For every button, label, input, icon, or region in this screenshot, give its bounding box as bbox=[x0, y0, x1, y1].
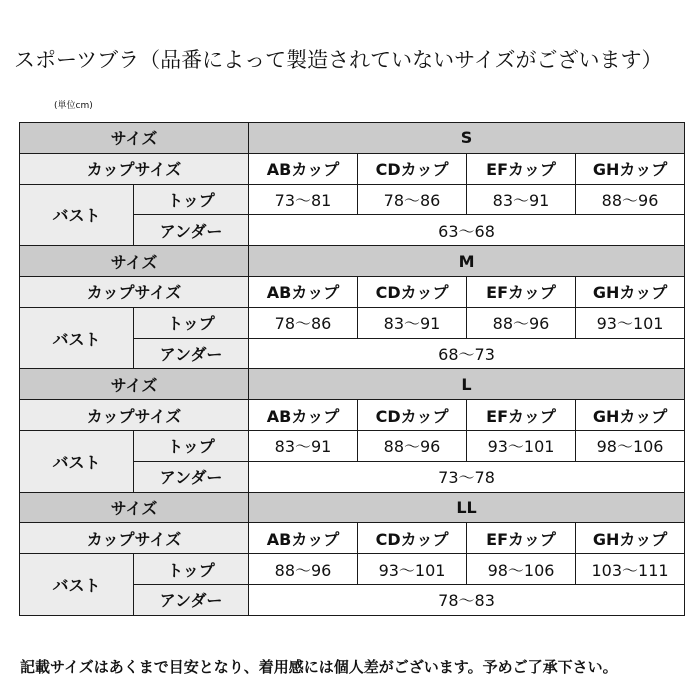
cup-header: EFカップ bbox=[467, 523, 576, 554]
top-value: 83〜91 bbox=[358, 307, 467, 338]
under-label: アンダー bbox=[134, 338, 249, 369]
cup-header: ABカップ bbox=[249, 153, 358, 184]
under-value: 63〜68 bbox=[249, 215, 685, 246]
top-value: 83〜91 bbox=[249, 430, 358, 461]
cup-header: CDカップ bbox=[358, 276, 467, 307]
cup-size-label: カップサイズ bbox=[20, 400, 249, 431]
cup-size-label: カップサイズ bbox=[20, 523, 249, 554]
cup-size-row bbox=[20, 276, 685, 307]
size-row bbox=[20, 123, 685, 154]
cup-header: EFカップ bbox=[467, 400, 576, 431]
size-row bbox=[20, 492, 685, 523]
top-label: トップ bbox=[134, 307, 249, 338]
top-row bbox=[20, 430, 685, 461]
size-chart-table bbox=[19, 122, 685, 616]
size-row bbox=[20, 369, 685, 400]
top-row bbox=[20, 307, 685, 338]
top-value: 78〜86 bbox=[358, 184, 467, 215]
top-value: 93〜101 bbox=[576, 307, 685, 338]
top-value: 88〜96 bbox=[576, 184, 685, 215]
top-value: 78〜86 bbox=[249, 307, 358, 338]
size-note: 記載サイズはあくまで目安となり、着用感には個人差がございます。予めご了承下さい。 bbox=[20, 658, 618, 676]
under-value: 78〜83 bbox=[249, 584, 685, 615]
bust-label: バスト bbox=[20, 430, 134, 492]
size-row bbox=[20, 246, 685, 277]
cup-header: CDカップ bbox=[358, 523, 467, 554]
top-value: 98〜106 bbox=[467, 554, 576, 585]
cup-header: ABカップ bbox=[249, 276, 358, 307]
cup-size-label: カップサイズ bbox=[20, 153, 249, 184]
top-label: トップ bbox=[134, 430, 249, 461]
size-label: サイズ bbox=[20, 246, 249, 277]
size-name: M bbox=[249, 246, 685, 277]
cup-size-row bbox=[20, 400, 685, 431]
bust-label: バスト bbox=[20, 554, 134, 616]
cup-header: GHカップ bbox=[576, 276, 685, 307]
under-label: アンダー bbox=[134, 215, 249, 246]
top-value: 88〜96 bbox=[249, 554, 358, 585]
bust-label: バスト bbox=[20, 307, 134, 369]
cup-header: GHカップ bbox=[576, 523, 685, 554]
cup-size-label: カップサイズ bbox=[20, 276, 249, 307]
top-value: 98〜106 bbox=[576, 430, 685, 461]
size-label: サイズ bbox=[20, 369, 249, 400]
unit-label: (単位cm) bbox=[54, 101, 93, 111]
size-label: サイズ bbox=[20, 492, 249, 523]
size-name: LL bbox=[249, 492, 685, 523]
cup-header: GHカップ bbox=[576, 400, 685, 431]
top-value: 93〜101 bbox=[467, 430, 576, 461]
top-value: 103〜111 bbox=[576, 554, 685, 585]
top-value: 93〜101 bbox=[358, 554, 467, 585]
cup-header: CDカップ bbox=[358, 400, 467, 431]
page-title: スポーツブラ（品番によって製造されていないサイズがございます） bbox=[14, 48, 663, 72]
top-row bbox=[20, 554, 685, 585]
cup-header: ABカップ bbox=[249, 400, 358, 431]
under-label: アンダー bbox=[134, 584, 249, 615]
under-value: 73〜78 bbox=[249, 461, 685, 492]
under-label: アンダー bbox=[134, 461, 249, 492]
size-name: L bbox=[249, 369, 685, 400]
bust-label: バスト bbox=[20, 184, 134, 246]
top-row bbox=[20, 184, 685, 215]
under-value: 68〜73 bbox=[249, 338, 685, 369]
size-label: サイズ bbox=[20, 123, 249, 154]
top-value: 73〜81 bbox=[249, 184, 358, 215]
cup-size-row bbox=[20, 153, 685, 184]
cup-header: EFカップ bbox=[467, 276, 576, 307]
top-value: 88〜96 bbox=[467, 307, 576, 338]
cup-header: CDカップ bbox=[358, 153, 467, 184]
top-label: トップ bbox=[134, 554, 249, 585]
cup-header: EFカップ bbox=[467, 153, 576, 184]
size-name: S bbox=[249, 123, 685, 154]
cup-size-row bbox=[20, 523, 685, 554]
top-value: 88〜96 bbox=[358, 430, 467, 461]
top-label: トップ bbox=[134, 184, 249, 215]
top-value: 83〜91 bbox=[467, 184, 576, 215]
cup-header: ABカップ bbox=[249, 523, 358, 554]
cup-header: GHカップ bbox=[576, 153, 685, 184]
